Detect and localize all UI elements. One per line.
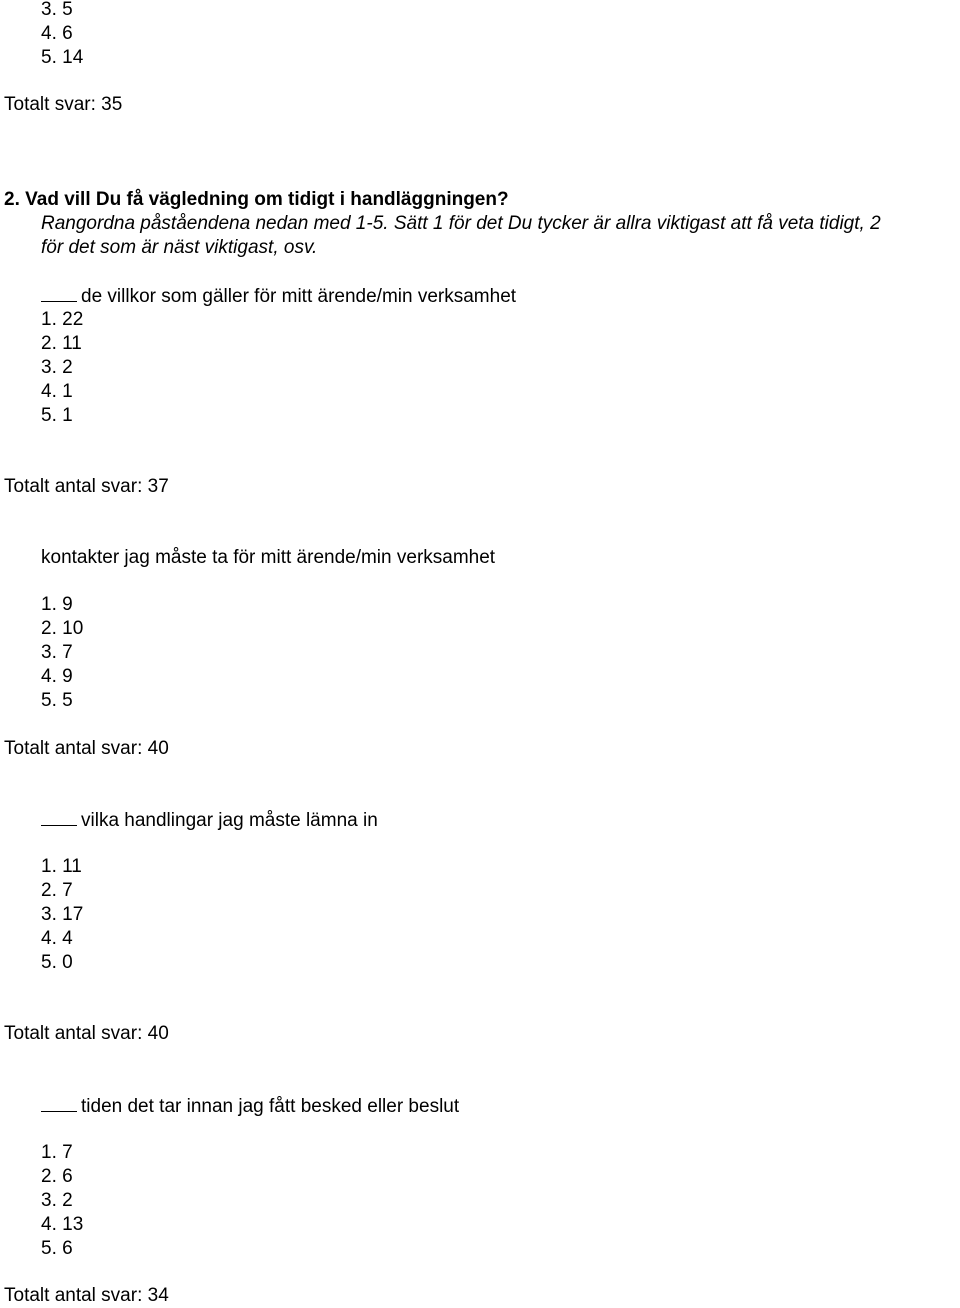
list-item: 3. 5	[41, 0, 73, 20]
list-item: 3. 17	[41, 904, 84, 925]
list-item: 5. 14	[41, 47, 84, 68]
question-title: 2. Vad vill Du få vägledning om tidigt i handläggningen?	[4, 189, 509, 210]
total-answers: Totalt svar: 35	[4, 94, 123, 115]
list-item: 1. 22	[41, 309, 84, 330]
question-instruction: för det som är näst viktigast, osv.	[41, 237, 318, 258]
statement-text: kontakter jag måste ta för mitt ärende/min verksamhet	[41, 547, 496, 568]
statement-row	[41, 808, 378, 833]
list-item: 4. 6	[41, 23, 73, 44]
list-item: 4. 9	[41, 666, 73, 687]
list-item: 2. 6	[41, 1166, 73, 1187]
list-item: 5. 6	[41, 1238, 73, 1259]
list-item: 1. 9	[41, 594, 73, 615]
statement-row	[41, 284, 516, 309]
list-item: 2. 10	[41, 618, 84, 639]
list-item: 4. 1	[41, 381, 73, 402]
question-instruction: Rangordna påståendena nedan med 1-5. Sätt 1 för det Du tycker är allra viktigast att få veta tidigt, 2	[41, 213, 881, 234]
list-item: 3. 7	[41, 642, 73, 663]
list-item: 2. 7	[41, 880, 73, 901]
statement-text: tiden det tar innan jag fått besked eller beslut	[81, 1096, 460, 1117]
statement-row	[41, 1094, 459, 1119]
total-answers: Totalt antal svar: 40	[4, 1023, 169, 1044]
total-answers: Totalt antal svar: 34	[4, 1285, 169, 1306]
list-item: 4. 13	[41, 1214, 84, 1235]
list-item: 1. 11	[41, 856, 82, 877]
statement-text: de villkor som gäller för mitt ärende/min verksamhet	[81, 286, 517, 307]
list-item: 4. 4	[41, 928, 73, 949]
rank-blank	[41, 1094, 77, 1112]
list-item: 5. 0	[41, 952, 73, 973]
list-item: 5. 1	[41, 405, 73, 426]
list-item: 5. 5	[41, 690, 73, 711]
statement-text: vilka handlingar jag måste lämna in	[81, 810, 378, 831]
list-item: 3. 2	[41, 1190, 73, 1211]
list-item: 1. 7	[41, 1142, 73, 1163]
total-answers: Totalt antal svar: 40	[4, 738, 169, 759]
list-item: 2. 11	[41, 333, 82, 354]
rank-blank	[41, 808, 77, 826]
rank-blank	[41, 284, 77, 302]
total-answers: Totalt antal svar: 37	[4, 476, 169, 497]
list-item: 3. 2	[41, 357, 73, 378]
